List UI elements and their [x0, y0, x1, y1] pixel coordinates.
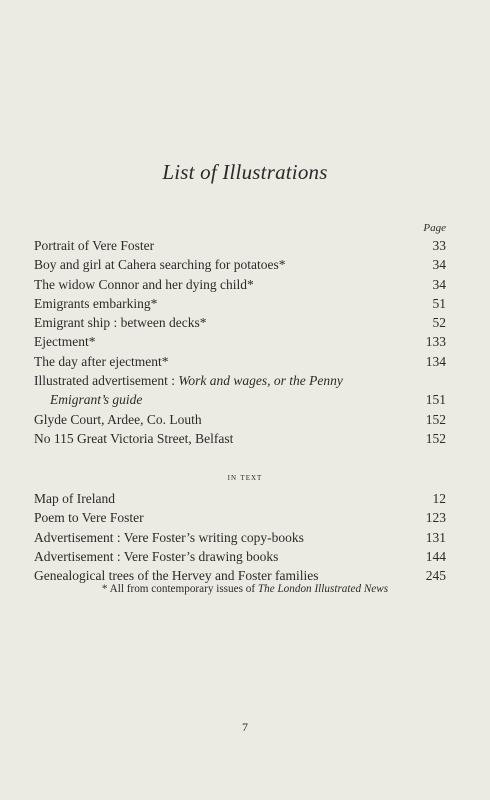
- item-label: No 115 Great Victoria Street, Belfast: [34, 430, 234, 446]
- item-page-number: 133: [425, 334, 446, 350]
- plates-list: [34, 236, 446, 448]
- list-item: [34, 547, 446, 566]
- list-item: [34, 332, 446, 351]
- item-label-continuation: Emigrant’s guide: [50, 392, 143, 408]
- item-label: Glyde Court, Ardee, Co. Louth: [34, 411, 202, 427]
- item-label: Advertisement : Vere Foster’s drawing books: [34, 548, 279, 564]
- item-label: The widow Connor and her dying child*: [34, 276, 254, 292]
- in-text-heading: in text: [227, 473, 263, 483]
- item-page-number: 152: [425, 430, 446, 446]
- item-page-number: 123: [425, 510, 446, 526]
- item-label: [34, 371, 394, 410]
- list-item: [34, 352, 446, 371]
- item-label: Genealogical trees of the Hervey and Foster families: [34, 568, 319, 584]
- list-item: [34, 294, 446, 313]
- item-label: The day after ejectment*: [34, 353, 169, 369]
- item-label: Emigrants embarking*: [34, 295, 158, 311]
- list-item: [34, 429, 446, 448]
- list-item: [34, 508, 446, 527]
- footnote: [0, 583, 490, 595]
- item-label-prefix: Illustrated advertisement :: [34, 373, 179, 389]
- list-item: [34, 313, 446, 332]
- item-page-number: 51: [432, 295, 446, 311]
- item-page-number: 134: [425, 353, 446, 369]
- list-item: [34, 236, 446, 255]
- item-label-italic: Work and wages, or the Penny: [178, 373, 343, 389]
- item-label: Poem to Vere Foster: [34, 510, 144, 526]
- item-page-number: 152: [425, 411, 446, 427]
- item-label: Portrait of Vere Foster: [34, 238, 155, 253]
- in-text-list: [34, 489, 446, 585]
- item-page-number: 52: [432, 315, 446, 331]
- list-item: [34, 371, 446, 410]
- list-item: [34, 489, 446, 508]
- item-label: Map of Ireland: [34, 491, 115, 506]
- page-column-header: Page: [423, 222, 446, 234]
- footnote-prefix: * All from contemporary issues of: [101, 583, 258, 595]
- item-label: Ejectment*: [34, 334, 96, 350]
- item-page-number: 151: [425, 392, 446, 408]
- page-title: List of Illustrations: [162, 160, 328, 184]
- item-label: Advertisement : Vere Foster’s writing copy-books: [34, 529, 304, 545]
- item-label: Boy and girl at Cahera searching for potatoes*: [34, 257, 286, 273]
- item-page-number: 131: [425, 529, 446, 545]
- footnote-source: The London Illustrated News: [257, 583, 389, 595]
- item-page-number: 34: [432, 276, 446, 292]
- item-label: Emigrant ship : between decks*: [34, 315, 207, 331]
- page-number: 7: [242, 720, 248, 734]
- item-page-number: 245: [425, 568, 446, 584]
- item-page-number: 12: [432, 491, 446, 506]
- list-item: [34, 255, 446, 274]
- list-item: [34, 410, 446, 429]
- list-item: [34, 275, 446, 294]
- item-page-number: 144: [425, 548, 446, 564]
- item-page-number: 33: [432, 238, 446, 253]
- list-item: [34, 528, 446, 547]
- item-page-number: 34: [432, 257, 446, 273]
